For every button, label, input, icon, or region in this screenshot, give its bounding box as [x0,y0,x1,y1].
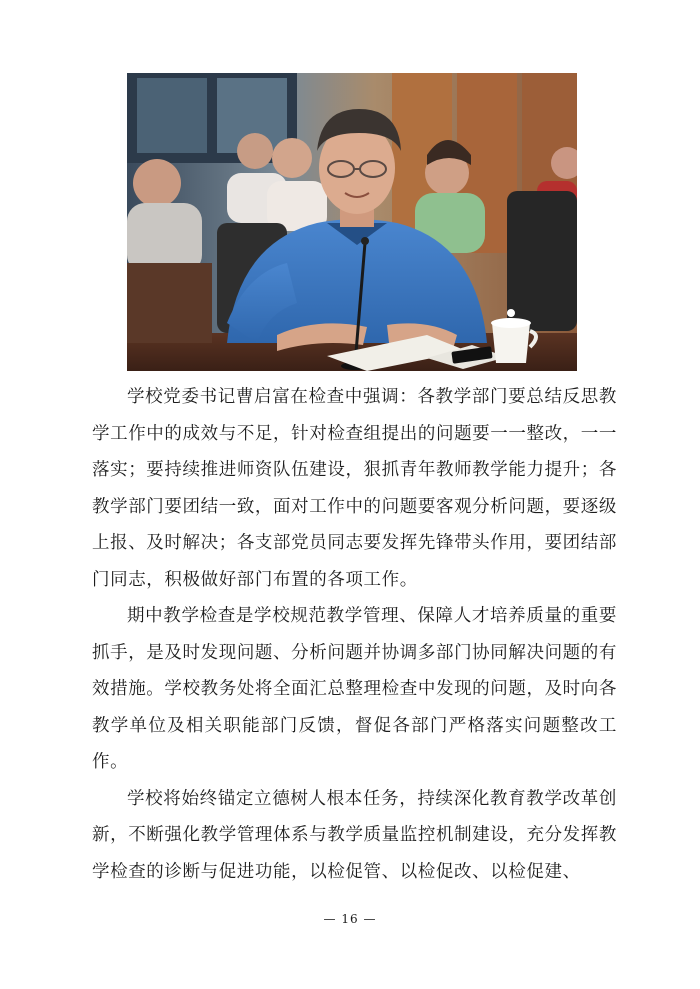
meeting-photo [127,73,577,371]
page-number: — 16 — [323,912,377,926]
meeting-photo-illustration [127,73,577,371]
paragraph-2: 期中教学检查是学校规范教学管理、保障人才培养质量的重要抓手，是及时发现问题、分析问题并协调多部门协同解决问题的有效措施。学校教务处将全面汇总整理检查中发现的问题，及时向各教学单位及相关职能部门反馈，督促各部门严格落实问题整改工作。 [92,606,617,772]
paragraph-3: 学校将始终锚定立德树人根本任务，持续深化教育教学改革创新，不断强化教学管理体系与教学质量监控机制建设，充分发挥教学检查的诊断与促进功能，以检促管、以检促改、以检促建、 [92,788,617,882]
paragraph-1: 学校党委书记曹启富在检查中强调：各教学部门要总结反思教学工作中的成效与不足，针对检查组提出的问题要一一整改，一一落实；要持续推进师资队伍建设，狠抓青年教师教学能力提升；各教学部门要团结一致，面对工作中的问题要客观分析问题，要逐级上报、及时解决；各支部党员同志要发挥先锋带头作用，要团结部门同志，积极做好部门布置的各项工作。 [92,387,617,590]
article-body [92,379,617,890]
